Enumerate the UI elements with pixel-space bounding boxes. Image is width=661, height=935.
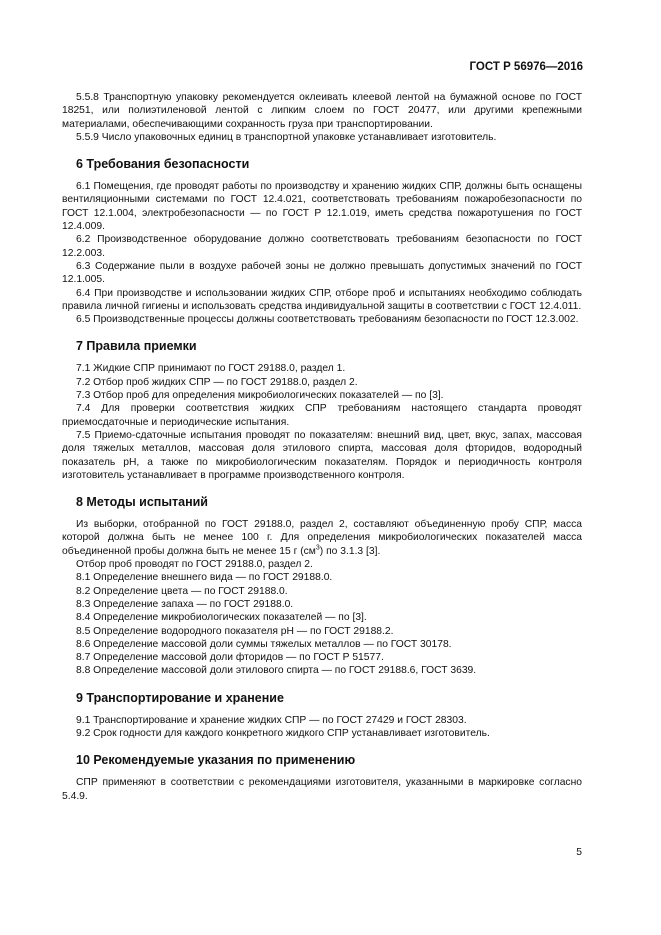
paragraph-6-5: 6.5 Производственные процессы должны соответствовать требованиям безопасности по ГОСТ 12.3.002. xyxy=(76,314,579,326)
page-content xyxy=(62,91,582,803)
paragraph-8-6: 8.6 Определение массовой доли суммы тяжелых металлов — по ГОСТ 30178. xyxy=(76,638,452,650)
paragraph-10-1: СПР применяют в соответствии с рекомендациями изготовителя, указанными в маркировке согласно 5.4.9. xyxy=(62,777,582,802)
section-6-heading: 6 Требования безопасности xyxy=(76,157,250,172)
section-7-heading: 7 Правила приемки xyxy=(76,339,197,354)
paragraph-8-1: 8.1 Определение внешнего вида — по ГОСТ 29188.0. xyxy=(76,572,333,584)
paragraph-5-5-9: 5.5.9 Число упаковочных единиц в транспортной упаковке устанавливает изготовитель. xyxy=(76,131,497,143)
paragraph-6-3: 6.3 Содержание пыли в воздухе рабочей зоны не должно превышать допустимых значений по ГОСТ 12.1.005. xyxy=(62,260,582,286)
paragraph-7-4: 7.4 Для проверки соответствия жидких СПР требованиям настоящего стандарта проводят приемосдаточные и периодические испытания. xyxy=(62,403,582,428)
paragraph-8-2: 8.2 Определение цвета — по ГОСТ 29188.0. xyxy=(76,585,288,597)
section-9-heading: 9 Транспортирование и хранение xyxy=(76,690,284,705)
page-number: 5 xyxy=(576,847,582,858)
paragraph-7-2: 7.2 Отбор проб жидких СПР — по ГОСТ 29188.0, раздел 2. xyxy=(76,376,358,388)
paragraph-6-2: 6.2 Производственное оборудование должно соответствовать требованиям безопасности по ГОСТ 12.2.003. xyxy=(62,234,582,259)
section-8-heading: 8 Методы испытаний xyxy=(76,495,208,510)
paragraph-8-4: 8.4 Определение микробиологических показателей — по [3]. xyxy=(76,612,367,624)
paragraph-8-sampling: Отбор проб проводят по ГОСТ 29188.0, раздел 2. xyxy=(76,559,313,571)
paragraph-6-4: 6.4 При производстве и использовании жидких СПР, отборе проб и испытаниях необходимо соблюдать правила личной гигиены и использовать средства индивидуальной защиты в соответствии с ГОСТ 12.4.011. xyxy=(62,287,582,312)
superscript-3: 3 xyxy=(315,544,320,552)
paragraph-7-1: 7.1 Жидкие СПР принимают по ГОСТ 29188.0, раздел 1. xyxy=(76,363,346,375)
paragraph-8-intro xyxy=(62,518,582,558)
paragraph-8-intro-tail: ) по 3.1.3 [3]. xyxy=(319,545,381,557)
paragraph-8-3: 8.3 Определение запаха — по ГОСТ 29188.0. xyxy=(76,598,294,610)
paragraph-5-5-8: 5.5.8 Транспортную упаковку рекомендуется оклеивать клеевой лентой на бумажной основе по ГОСТ 18251, или полиэтиленовой лентой с липким слоем по ГОСТ 20477, или другими крепежными материалами, обеспечивающими сохранность груза при транспортировании. xyxy=(62,92,582,130)
paragraph-8-7: 8.7 Определение массовой доли фторидов — по ГОСТ Р 51577. xyxy=(76,652,384,664)
paragraph-8-5: 8.5 Определение водородного показателя pH — по ГОСТ 29188.2. xyxy=(76,625,394,637)
document-code: ГОСТ Р 56976—2016 xyxy=(469,61,583,73)
paragraph-8-intro-text: Из выборки, отобранной по ГОСТ 29188.0, раздел 2, составляют объединенную пробу СПР, масса которой должна быть не менее 100 г. Для определения микробиологических показателей масса объединенной пробы должна быть не менее 15 г (см xyxy=(62,519,582,557)
paragraph-7-5: 7.5 Приемо-сдаточные испытания проводят по показателям: внешний вид, цвет, вкус, запах, массовая доля тяжелых металлов, массовая доля этилового спирта, массовая доля фторидов, водородный показатель pH, а также по микробиологическим показателям. Порядок и периодичность контроля изготовитель устанавливает в программе производственного контроля. xyxy=(62,429,582,481)
paragraph-6-1: 6.1 Помещения, где проводят работы по производству и хранению жидких СПР, должны быть оснащены вентиляционными системами по ГОСТ 12.4.021, соответствовать требованиям пожаробезопасности по ГОСТ 12.1.004, электробезопасности — по ГОСТ Р 12.1.019, иметь средства пожаротушения по ГОСТ 12.4.009. xyxy=(62,181,582,233)
paragraph-7-3: 7.3 Отбор проб для определения микробиологических показателей — по [3]. xyxy=(76,390,444,402)
paragraph-9-1: 9.1 Транспортирование и хранение жидких СПР — по ГОСТ 27429 и ГОСТ 28303. xyxy=(76,714,467,726)
section-10-heading: 10 Рекомендуемые указания по применению xyxy=(76,753,356,768)
paragraph-8-8: 8.8 Определение массовой доли этилового спирта — по ГОСТ 29188.6, ГОСТ 3639. xyxy=(76,665,477,677)
paragraph-9-2: 9.2 Срок годности для каждого конкретного жидкого СПР устанавливает изготовитель. xyxy=(76,727,490,739)
